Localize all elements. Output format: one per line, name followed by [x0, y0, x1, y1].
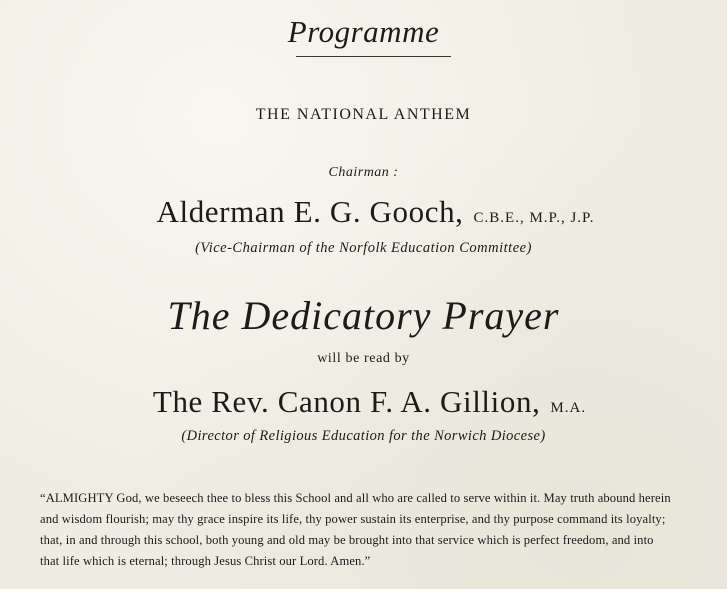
heading-underline: [296, 56, 451, 57]
programme-heading: Programme: [287, 14, 440, 49]
prayer-text-line: that life which is eternal; through Jesus Christ our Lord. Amen.”: [40, 554, 371, 568]
chairman-position: (Vice-Chairman of the Norfolk Education Committee): [195, 240, 532, 256]
reader-honours: M.A.: [550, 400, 587, 416]
chairman-honours: C.B.E., M.P., J.P.: [473, 210, 595, 226]
reader-position: (Director of Religious Education for the Norwich Diocese): [181, 428, 546, 444]
read-by-label: will be read by: [317, 351, 410, 366]
chairman-name: Alderman E. G. Gooch,: [156, 194, 464, 229]
reader-name: The Rev. Canon F. A. Gillion,: [152, 384, 541, 419]
national-anthem-line: THE NATIONAL ANTHEM: [255, 106, 472, 123]
prayer-text-line: and wisdom flourish; may thy grace inspire its life, thy power sustain its enterprise, and thy purpose command its loyalty;: [40, 512, 666, 526]
chairman-name-line: [0, 194, 727, 230]
prayer-text-block: [40, 488, 716, 572]
chairman-role-label: Chairman :: [328, 165, 399, 180]
prayer-text-line: that, in and through this school, both young and old may be brought into that service which is perfect freedom, and into: [40, 533, 654, 547]
reader-name-line: [0, 384, 727, 420]
heading-wrap: [0, 14, 727, 52]
prayer-title: The Dedicatory Prayer: [167, 293, 560, 338]
prayer-text-line: “ALMIGHTY God, we beseech thee to bless this School and all who are called to serve within it. May truth abound herein: [40, 491, 671, 505]
